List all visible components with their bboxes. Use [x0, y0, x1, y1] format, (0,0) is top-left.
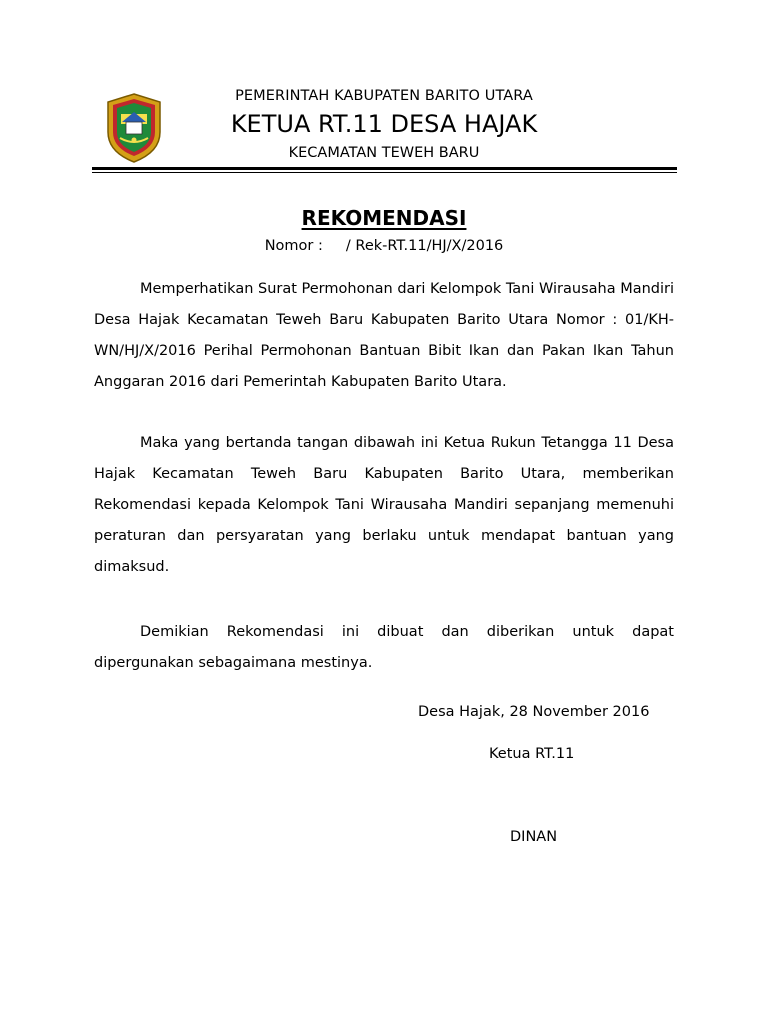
- header-office-title: KETUA RT.11 DESA HAJAK: [230, 110, 538, 138]
- header-divider-thin: [92, 172, 677, 173]
- signature-position: Ketua RT.11: [489, 746, 575, 762]
- letter-title: REKOMENDASI: [301, 206, 467, 230]
- header-divider-thick: [92, 167, 677, 170]
- body-paragraph-1: Memperhatikan Surat Permohonan dari Kelompok Tani Wirausaha Mandiri Desa Hajak Kecamatan Teweh Baru Kabupaten Barito Utara Nomor : 01/KH-WN/HJ/X/2016 Perihal Permohonan Bantuan Bibit Ikan dan Pakan Ikan Tahun Anggaran 2016 dari Pemerintah Kabupaten Barito Utara.: [94, 281, 675, 390]
- body-paragraph-2: Maka yang bertanda tangan dibawah ini Ketua Rukun Tetangga 11 Desa Hajak Kecamatan Teweh Baru Kabupaten Barito Utara, memberikan Rekomendasi kepada Kelompok Tani Wirausaha Mandiri sepanjang memenuhi peraturan dan persyaratan yang berlaku untuk mendapat bantuan yang dimaksud.: [94, 435, 674, 575]
- signature-name: DINAN: [510, 829, 558, 845]
- letter-number: Nomor : / Rek-RT.11/HJ/X/2016: [264, 238, 504, 254]
- regency-emblem-icon: [104, 92, 164, 164]
- header-government-line: PEMERINTAH KABUPATEN BARITO UTARA: [235, 88, 533, 104]
- signature-place-date: Desa Hajak, 28 November 2016: [418, 704, 650, 720]
- header-district-line: KECAMATAN TEWEH BARU: [288, 145, 480, 161]
- body-paragraph-3: Demikian Rekomendasi ini dibuat dan diberikan untuk dapat dipergunakan sebagaimana mestinya.: [94, 624, 674, 671]
